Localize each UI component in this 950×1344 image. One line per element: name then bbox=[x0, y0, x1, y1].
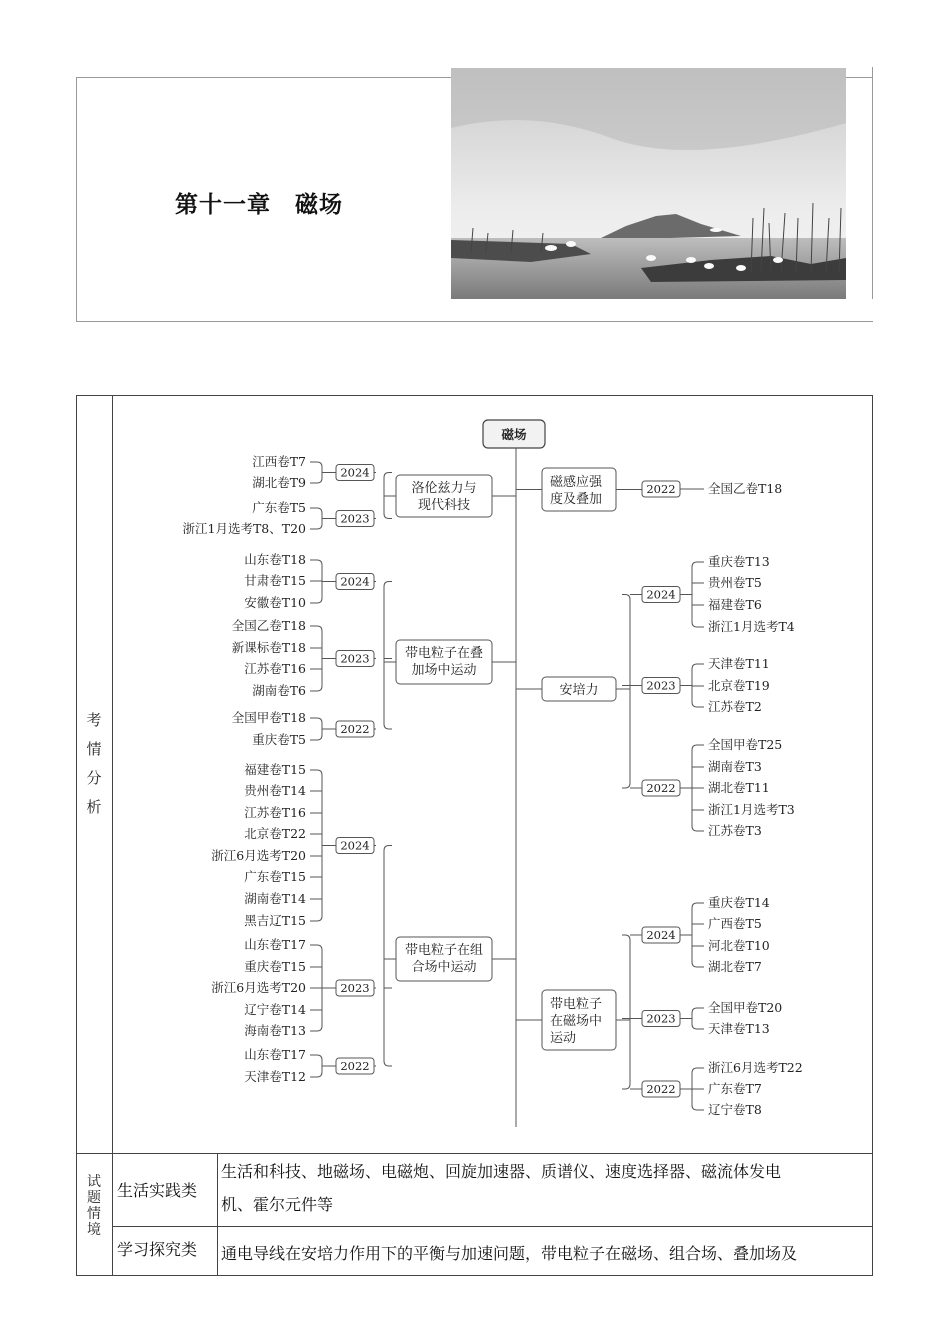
exam-item: 北京卷T19 bbox=[708, 678, 770, 693]
leaf-bracket bbox=[314, 462, 322, 467]
leaf-bracket bbox=[692, 903, 700, 908]
leaf-bracket bbox=[314, 1055, 322, 1060]
branch-topic-label: 合场中运动 bbox=[411, 960, 477, 975]
exam-item: 湖北卷T7 bbox=[708, 959, 762, 974]
exam-item: 天津卷T13 bbox=[708, 1021, 770, 1036]
year-bracket bbox=[622, 783, 630, 788]
exam-item: 全国甲卷T18 bbox=[231, 710, 306, 725]
exam-item: 湖北卷T11 bbox=[708, 780, 770, 795]
leaf-bracket bbox=[692, 745, 700, 750]
leaf-bracket bbox=[692, 962, 700, 967]
leaf-bracket bbox=[692, 702, 700, 707]
leaf-bracket bbox=[692, 562, 700, 567]
branch-topic-label: 带电粒子在叠 bbox=[404, 646, 484, 661]
leaf-bracket bbox=[692, 1105, 700, 1110]
branch-topic-label: 洛伦兹力与 bbox=[411, 481, 477, 496]
leaf-bracket bbox=[692, 622, 700, 627]
exam-item: 贵州卷T14 bbox=[244, 783, 306, 798]
exam-item: 黑吉辽T15 bbox=[244, 913, 306, 928]
exam-item: 湖北卷T9 bbox=[252, 475, 306, 490]
year-bracket bbox=[622, 595, 630, 600]
exam-item: 新课标卷T18 bbox=[231, 640, 306, 655]
exam-item: 天津卷T12 bbox=[244, 1069, 306, 1084]
exam-item: 天津卷T11 bbox=[708, 656, 770, 671]
year-pill-label: 2024 bbox=[340, 465, 370, 480]
year-bracket bbox=[622, 1084, 630, 1089]
branch-topic-label: 带电粒子 bbox=[550, 997, 603, 1012]
row-category: 生活实践类 bbox=[117, 1181, 198, 1200]
year-bracket bbox=[384, 724, 392, 729]
exam-item: 河北卷T10 bbox=[708, 938, 770, 953]
exam-item: 甘肃卷T15 bbox=[244, 573, 306, 588]
branch-topic-label: 在磁场中 bbox=[550, 1014, 603, 1029]
exam-item: 安徽卷T10 bbox=[244, 595, 306, 610]
exam-item: 重庆卷T15 bbox=[244, 959, 306, 974]
branch-topic-label: 运动 bbox=[550, 1031, 577, 1046]
leaf-bracket bbox=[314, 508, 322, 513]
branch-topic-label: 磁感应强 bbox=[550, 475, 603, 490]
leaf-bracket bbox=[692, 826, 700, 831]
year-bracket bbox=[384, 846, 392, 851]
exam-item: 山东卷T18 bbox=[244, 552, 306, 567]
exam-item: 全国甲卷T25 bbox=[708, 737, 783, 752]
exam-item: 江苏卷T3 bbox=[708, 823, 762, 838]
leaf-bracket bbox=[314, 735, 322, 740]
exam-item: 辽宁卷T8 bbox=[708, 1102, 762, 1117]
exam-item: 北京卷T22 bbox=[244, 826, 306, 841]
leaf-bracket bbox=[314, 770, 322, 775]
year-pill-label: 2024 bbox=[340, 574, 370, 589]
leaf-bracket bbox=[314, 524, 322, 529]
year-bracket bbox=[384, 582, 392, 587]
exam-item: 广东卷T5 bbox=[252, 500, 306, 515]
chapter-title: 第十一章 磁场 bbox=[175, 192, 343, 218]
leaf-bracket bbox=[314, 598, 322, 603]
branch-topic-label: 带电粒子在组 bbox=[404, 943, 484, 958]
leaf-bracket bbox=[692, 1068, 700, 1073]
year-pill-label: 2022 bbox=[646, 1082, 676, 1096]
exam-item: 广东卷T7 bbox=[708, 1081, 762, 1096]
year-pill-label: 2023 bbox=[340, 981, 370, 995]
exam-item: 湖南卷T6 bbox=[252, 683, 306, 698]
root-node-label: 磁场 bbox=[501, 427, 527, 442]
row-content-line: 机、霍尔元件等 bbox=[221, 1195, 334, 1214]
year-pill-label: 2022 bbox=[646, 781, 676, 795]
leaf-bracket bbox=[692, 1008, 700, 1013]
exam-item: 广西卷T5 bbox=[708, 916, 762, 931]
year-pill-label: 2023 bbox=[646, 1011, 676, 1026]
exam-item: 山东卷T17 bbox=[244, 1047, 306, 1062]
row-content-line: 通电导线在安培力作用下的平衡与加速问题，带电粒子在磁场、组合场、叠加场及 bbox=[221, 1244, 798, 1263]
branch-topic-label: 度及叠加 bbox=[550, 492, 603, 507]
leaf-bracket bbox=[314, 1026, 322, 1031]
row-category: 学习探究类 bbox=[117, 1240, 198, 1259]
leaf-bracket bbox=[692, 1024, 700, 1029]
leaf-bracket bbox=[692, 664, 700, 669]
exam-item: 福建卷T6 bbox=[708, 597, 762, 612]
exam-item: 全国甲卷T20 bbox=[708, 1000, 783, 1015]
year-pill-label: 2024 bbox=[646, 928, 676, 942]
branch-topic-label: 安培力 bbox=[559, 683, 599, 698]
exam-item: 全国乙卷T18 bbox=[708, 481, 783, 496]
exam-item: 重庆卷T13 bbox=[708, 554, 770, 569]
exam-item: 浙江6月选考T22 bbox=[708, 1060, 803, 1075]
year-pill-label: 2024 bbox=[340, 838, 370, 853]
exam-item: 浙江1月选考T8、T20 bbox=[182, 521, 306, 536]
year-pill-label: 2023 bbox=[340, 651, 370, 666]
exam-item: 江西卷T7 bbox=[252, 454, 306, 469]
exam-item: 全国乙卷T18 bbox=[231, 618, 306, 633]
leaf-bracket bbox=[314, 478, 322, 483]
year-pill-label: 2023 bbox=[340, 511, 370, 526]
exam-item: 重庆卷T5 bbox=[252, 732, 306, 747]
exam-item: 广东卷T15 bbox=[244, 869, 306, 884]
year-pill-label: 2024 bbox=[646, 587, 676, 602]
exam-item: 辽宁卷T14 bbox=[244, 1002, 306, 1017]
exam-item: 浙江6月选考T20 bbox=[211, 980, 306, 995]
leaf-bracket bbox=[314, 1072, 322, 1077]
context-label: 试 题 情 境 bbox=[87, 1174, 101, 1239]
year-bracket bbox=[384, 473, 392, 478]
year-pill-label: 2022 bbox=[646, 482, 676, 496]
branch-topic-label: 现代科技 bbox=[417, 498, 471, 513]
exam-item: 浙江6月选考T20 bbox=[211, 848, 306, 863]
exam-item: 江苏卷T2 bbox=[708, 699, 762, 714]
year-pill-label: 2022 bbox=[340, 1059, 370, 1073]
exam-item: 江苏卷T16 bbox=[244, 661, 306, 676]
year-pill-label: 2023 bbox=[646, 678, 676, 693]
exam-item: 湖南卷T3 bbox=[708, 759, 762, 774]
year-bracket bbox=[384, 1061, 392, 1066]
leaf-bracket bbox=[314, 916, 322, 921]
row-content-line: 生活和科技、地磁场、电磁炮、回旋加速器、质谱仪、速度选择器、磁流体发电 bbox=[221, 1162, 782, 1181]
exam-item: 浙江1月选考T4 bbox=[708, 619, 795, 634]
exam-item: 福建卷T15 bbox=[244, 762, 306, 777]
leaf-bracket bbox=[314, 718, 322, 723]
leaf-bracket bbox=[314, 945, 322, 950]
exam-item: 海南卷T13 bbox=[244, 1023, 306, 1038]
leaf-bracket bbox=[314, 686, 322, 691]
year-bracket bbox=[384, 514, 392, 519]
leaf-bracket bbox=[314, 626, 322, 631]
branch-topic-label: 加场中运动 bbox=[411, 663, 477, 678]
exam-item: 浙江1月选考T3 bbox=[708, 802, 795, 817]
leaf-bracket bbox=[314, 560, 322, 565]
exam-item: 湖南卷T14 bbox=[244, 891, 306, 906]
year-pill-label: 2022 bbox=[340, 722, 370, 736]
exam-item: 贵州卷T5 bbox=[708, 575, 762, 590]
exam-item: 重庆卷T14 bbox=[708, 895, 770, 910]
analysis-label: 考 情 分 析 bbox=[86, 711, 102, 816]
exam-item: 山东卷T17 bbox=[244, 937, 306, 952]
exam-item: 江苏卷T16 bbox=[244, 805, 306, 820]
year-bracket bbox=[622, 935, 630, 940]
